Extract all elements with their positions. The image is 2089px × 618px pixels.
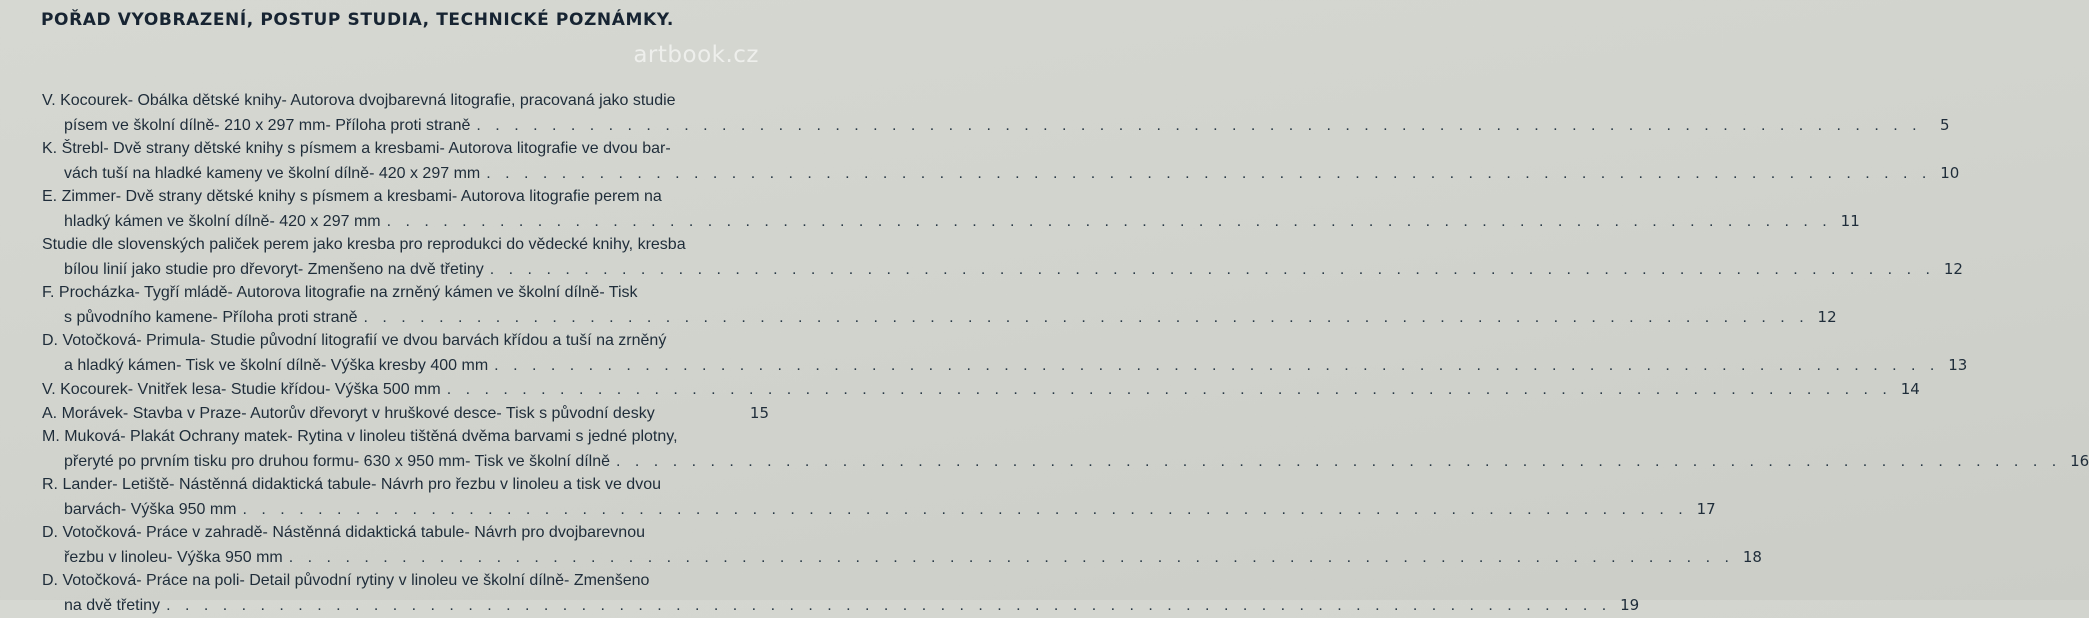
index-entry xyxy=(42,521,1762,569)
entry-description-line: D. Votočková- Práce na poli- Detail původní rytiny v linoleu ve školní dílně- Zmenšeno xyxy=(42,572,650,589)
page-number: 18 xyxy=(1742,548,1762,566)
index-entry xyxy=(42,425,2089,473)
dot-leader: . . . . . . . . . . . . . . . . . . . . . . . . . . . . . . . . . . . . . . . . . . . . . . . . . . . . . . . . . . . . . . . . . . . . . . . . . . . . . xyxy=(494,357,1940,374)
dot-leader: . . . . . . . . . . . . . . . . . . . . . . . . . . . . . . . . . . . . . . . . . . . . . . . . . . . . . . . . . . . . . . . . . . . . . . . . . . . . . xyxy=(446,381,1892,398)
page-number: 12 xyxy=(1817,308,1837,326)
dot-leader: . . . . . . . . . . . . . . . . . . . . . . . . . . . . . . . . . . . . . . . . . . . . . . . . . . . . . . . . . . . . . . . . . . . . . . . . . . . . . xyxy=(288,549,1734,566)
page-number: 19 xyxy=(1620,596,1640,614)
page-number: 13 xyxy=(1948,356,1968,374)
dot-leader: . . . . . . . . . . . . . . . . . . . . . . . . . . . . . . . . . . . . . . . . . . . . . . . . . . . . . . . . . . . . . . . . . . . . . . . . . . . . . xyxy=(486,165,1932,182)
page-number: 11 xyxy=(1840,212,1860,230)
entry-description-line: a hladký kámen- Tisk ve školní dílně- Výška kresby 400 mm xyxy=(64,357,489,374)
entry-description-line: F. Procházka- Tygří mládě- Autorova litografie na zrněný kámen ve školní dílně- Tisk xyxy=(42,284,638,301)
entry-description-line: V. Kocourek- Obálka dětské knihy- Autorova dvojbarevná litografie, pracovaná jako studie xyxy=(42,92,676,109)
dot-leader: . . . . . . . . . . . . . . . . . . . . . . . . . . . . . . . . . . . . . . . . . . . . . . . . . . . . . . . . . . . . . . . . . . . . . . . . . . . . . xyxy=(616,453,2062,470)
entry-description-line: bílou linií jako studie pro dřevoryt- Zmenšeno na dvě třetiny xyxy=(64,261,484,278)
entry-description-line: V. Kocourek- Vnitřek lesa- Studie křídou- Výška 500 mm xyxy=(42,381,441,398)
entry-description-line: K. Štrebl- Dvě strany dětské knihy s písmem a kresbami- Autorova litografie ve dvou bar- xyxy=(42,140,671,157)
entry-description-line: vách tuší na hladké kameny ve školní dílně- 420 x 297 mm xyxy=(64,165,481,182)
page-number: 15 xyxy=(749,404,769,422)
dot-leader: . . . . . . . . . . . . . . . . . . . . . . . . . . . . . . . . . . . . . . . . . . . . . . . . . . . . . . . . . . . . . . . . . . . . . . . . . . . . . xyxy=(489,261,1935,278)
entry-description-line: D. Votočková- Primula- Studie původní litografií ve dvou barvách křídou a tuší na zrněný xyxy=(42,332,667,349)
page-number: 16 xyxy=(2070,452,2089,470)
watermark-logo: artbook.cz xyxy=(633,42,759,68)
entry-description-line: D. Votočková- Práce v zahradě- Nástěnná didaktická tabule- Návrh pro dvojbarevnou xyxy=(42,524,645,541)
entry-description-line: Studie dle slovenských paliček perem jako kresba pro reprodukci do vědecké knihy, kresba xyxy=(42,236,686,253)
entry-description-line: písem ve školní dílně- 210 x 297 mm- Příloha proti straně xyxy=(64,117,471,134)
dot-leader: . . . . . . . . . . . . . . . . . . . . . . . . . . . . . . . . . . . . . . . . . . . . . . . . . . . . . . . . . . . . . . . . . . . . . . . . . . . . . xyxy=(476,117,1922,134)
index-entry xyxy=(42,89,1950,137)
entry-description-line: R. Lander- Letiště- Nástěnná didaktická tabule- Návrh pro řezbu v linoleu a tisk ve dvou xyxy=(42,476,661,493)
index-entry xyxy=(42,233,1963,281)
page-number: 17 xyxy=(1696,500,1716,518)
page-number: 10 xyxy=(1940,164,1960,182)
entry-description-line: přeryté po prvním tisku pro druhou formu- 630 x 950 mm- Tisk ve školní dílně xyxy=(64,453,611,470)
index-entry xyxy=(42,569,1640,617)
entry-description-line: hladký kámen ve školní dílně- 420 x 297 mm xyxy=(64,213,381,230)
page-number: 12 xyxy=(1943,260,1963,278)
dot-leader: . . . . . . . . . . . . . . . . . . . . . . . . . . . . . . . . . . . . . . . . . . . . . . . . . . . . . . . . . . . . . . . . . . . . . . . . . . . . . xyxy=(242,501,1688,518)
entry-description-line: barvách- Výška 950 mm xyxy=(64,501,237,518)
index-entry xyxy=(42,281,1837,329)
dot-leader: . . . . . . . . . . . . . . . . . . . . . . . . . . . . . . . . . . . . . . . . . . . . . . . . . . . . . . . . . . . . . . . . . . . . . . . . . . . . . xyxy=(166,597,1612,614)
page-number: 14 xyxy=(1900,380,1920,398)
index-entry xyxy=(42,401,769,425)
entry-description-line: E. Zimmer- Dvě strany dětské knihy s písmem a kresbami- Autorova litografie perem na xyxy=(42,188,662,205)
entry-description-line: řezbu v linoleu- Výška 950 mm xyxy=(64,549,283,566)
page-heading: POŘAD VYOBRAZENÍ, POSTUP STUDIA, TECHNICKÉ POZNÁMKY. xyxy=(41,10,674,30)
index-entry xyxy=(42,377,1920,401)
index-entry xyxy=(42,185,1860,233)
entry-description-line: na dvě třetiny xyxy=(64,597,161,614)
entry-description-line: s původního kamene- Příloha proti straně xyxy=(64,309,358,326)
index-entry xyxy=(42,137,1960,185)
index-entry xyxy=(42,473,1716,521)
dot-leader: . . . . . . . . . . . . . . . . . . . . . . . . . . . . . . . . . . . . . . . . . . . . . . . . . . . . . . . . . . . . . . . . . . . . . . . . . . . . . xyxy=(386,213,1832,230)
illustration-index xyxy=(42,89,2089,617)
page-number: 5 xyxy=(1940,116,1950,134)
dot-leader: . . . . . . . . . . . . . . . . . . . . . . . . . . . . . . . . . . . . . . . . . . . . . . . . . . . . . . . . . . . . . . . . . . . . . . . . . . . . . xyxy=(363,309,1809,326)
entry-description-line: A. Morávek- Stavba v Praze- Autorův dřevoryt v hruškové desce- Tisk s původní desky xyxy=(42,405,655,422)
entry-description-line: M. Muková- Plakát Ochrany matek- Rytina v linoleu tištěná dvěma barvami s jedné plotny, xyxy=(42,428,678,445)
index-entry xyxy=(42,329,1968,377)
